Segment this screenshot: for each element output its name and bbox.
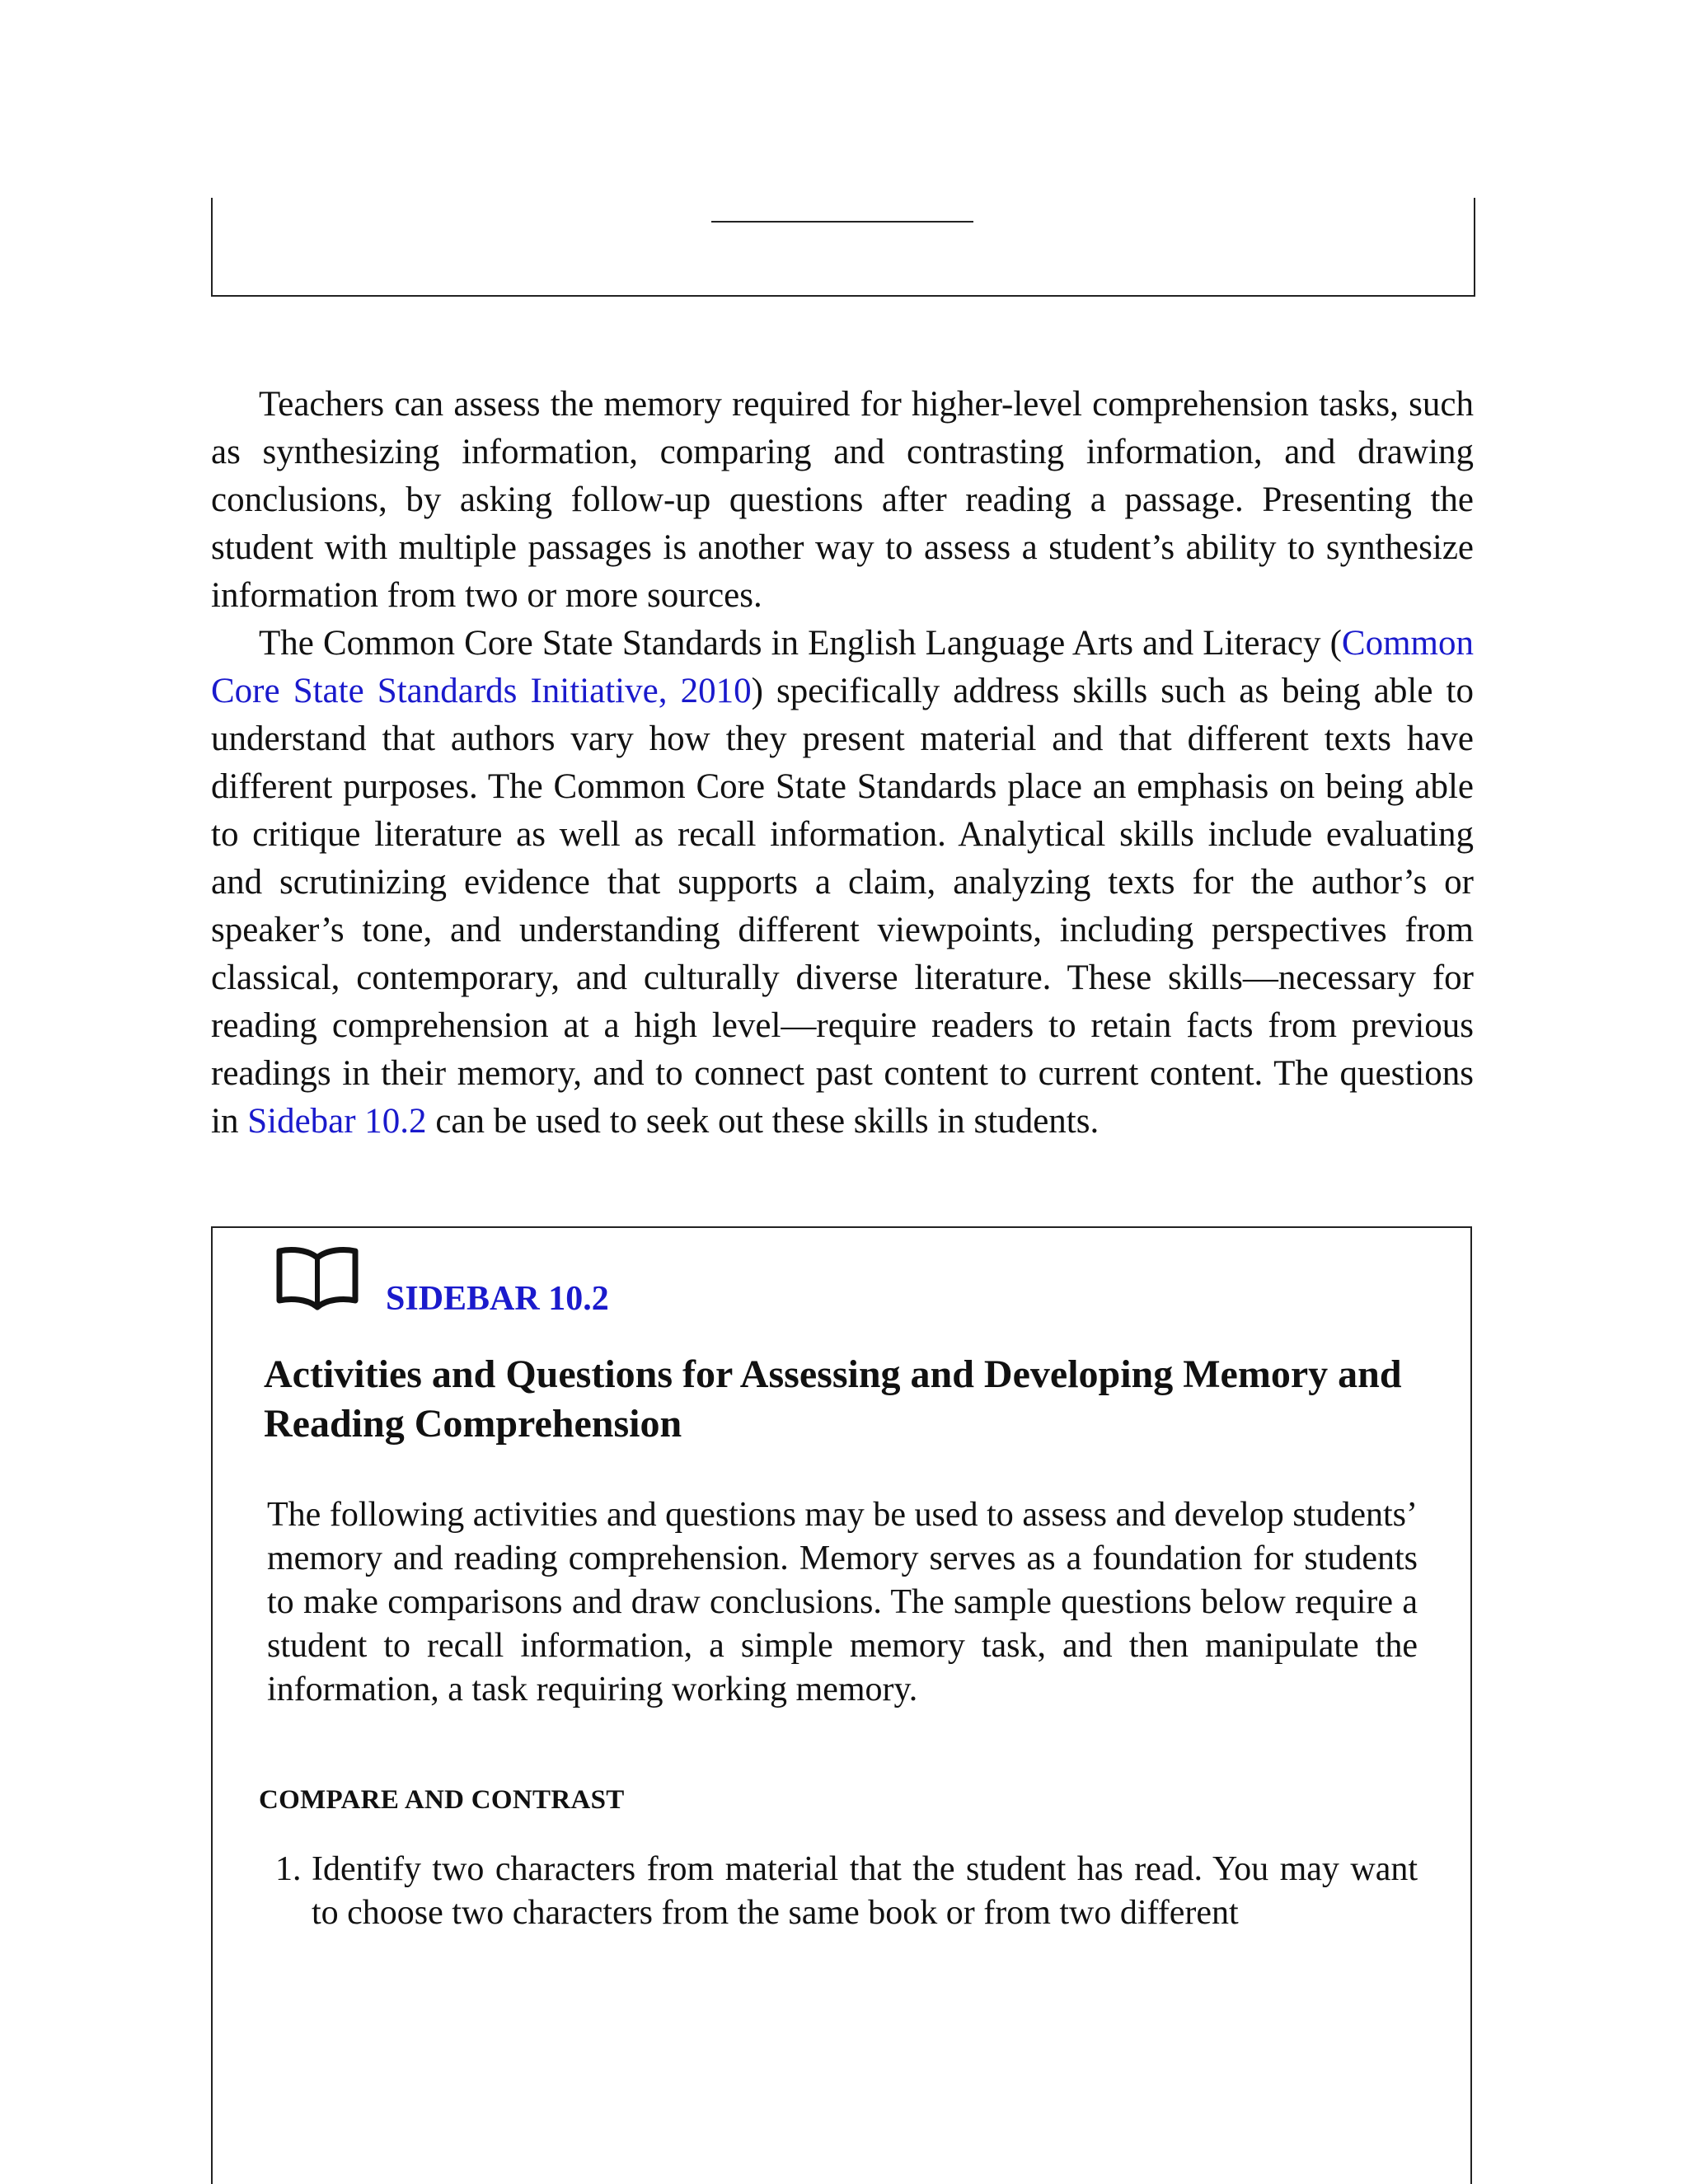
sidebar-box [211, 1226, 1472, 2184]
paragraph-2-text-a: The Common Core State Standards in English Language Arts and Literacy ( [259, 624, 1342, 663]
section-heading: COMPARE AND CONTRAST [259, 1785, 625, 1815]
paragraph-2-text-c: can be used to seek out these skills in students. [426, 1102, 1100, 1141]
list-item-number: 1. [275, 1850, 302, 1888]
previous-box-bottom [211, 198, 1475, 297]
sidebar-label: SIDEBAR 10.2 [386, 1280, 609, 1318]
paragraph-2 [211, 620, 1474, 1146]
sidebar-title: Activities and Questions for Assessing and Developing Memory and Reading Comprehension [264, 1352, 1402, 1446]
paragraph-1: Teachers can assess the memory required for higher-level comprehension tasks, such as synthesizing information, comparing and contrasting information, and drawing conclusions, by asking follow-up questions after reading a passage. Presenting the student with multiple passages is another way to assess a student’s ability to synthesize information from two or more sources. [211, 385, 1474, 615]
main-body-text [211, 381, 1474, 1146]
question-list [267, 1848, 1418, 1935]
horizontal-rule [711, 221, 973, 223]
list-item-text: Identify two characters from material that the student has read. You may want to choose two characters from the same book or from two different [312, 1850, 1418, 1932]
sidebar-intro: The following activities and questions may be used to assess and develop students’ memory and reading comprehension. Memory serves as a foundation for students to make comparisons and draw conclusions. The sample questions below require a student to recall information, a simple memory task, and then manipulate the information, a task requiring working memory. [267, 1496, 1418, 1708]
citation-link[interactable]: Common Core State Standards Initiative, 2010 [211, 624, 1474, 710]
sidebar-cross-reference-link[interactable]: Sidebar 10.2 [247, 1102, 427, 1141]
list-item [267, 1848, 1418, 1935]
open-book-icon [274, 1246, 360, 1310]
paragraph-2-text-b: ) specifically address skills such as being able to understand that authors vary how they present material and that different texts have different purposes. The Common Core State Standards place an emphasis on being able to critique literature as well as recall information. Analytical skills include evaluating and scrutinizing evidence that supports a claim, analyzing texts for the author’s or speaker’s tone, and understanding different viewpoints, including perspectives from classical, contemporary, and culturally diverse literature. These skills—necessary for reading comprehension at a high level—require readers to retain facts from previous readings in their memory, and to connect past content to current content. The questions in [211, 672, 1474, 1141]
